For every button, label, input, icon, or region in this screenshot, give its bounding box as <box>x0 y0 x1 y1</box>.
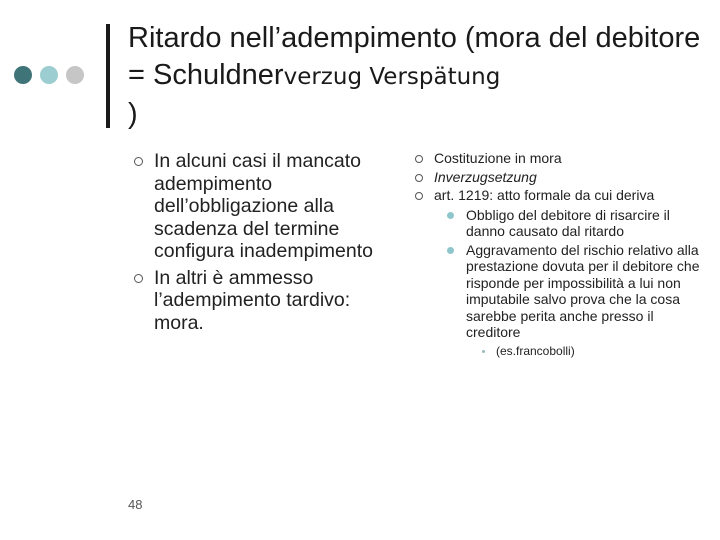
sub-bullet-text: Obbligo del debitore di risarcire il danno causato dal ritardo <box>466 206 670 239</box>
title-divider <box>106 24 110 128</box>
filled-dot-bullet-icon <box>447 247 454 254</box>
left-bullet-text: In altri è ammesso l’adempimento tardivo: mora. <box>154 266 351 334</box>
right-bullet <box>408 170 708 186</box>
title-alt: verzug Verspätung <box>283 64 501 90</box>
ring-bullet-icon <box>134 157 143 166</box>
left-bullet <box>128 150 388 263</box>
right-bullet <box>408 151 708 167</box>
filled-dot-bullet-icon <box>447 212 454 219</box>
dot-gray <box>66 66 84 84</box>
ring-bullet-icon <box>415 192 423 200</box>
title-main: Ritardo nell’adempimento (mora del debitore = Schuldner <box>128 22 701 91</box>
sub-bullet-item <box>466 207 708 240</box>
right-bullet <box>408 188 708 204</box>
slide-title <box>128 20 708 133</box>
left-column <box>128 150 388 334</box>
left-bullet <box>128 267 388 335</box>
subsub-bullet-item <box>496 344 708 358</box>
dot-teal <box>40 66 58 84</box>
right-bullet-text: Costituzione in mora <box>434 150 562 166</box>
left-bullet-text: In alcuni casi il mancato adempimento dell’obbligazione alla scadenza del termine configura inadempimento <box>154 150 373 262</box>
title-end: ) <box>128 98 138 130</box>
ring-bullet-icon <box>134 274 143 283</box>
page-number: 48 <box>128 497 143 512</box>
right-column <box>408 151 708 358</box>
ring-bullet-icon <box>415 174 423 182</box>
small-dot-bullet-icon <box>482 350 485 353</box>
subsub-bullet-text: (es.francobolli) <box>496 343 575 358</box>
sub-bullet-item <box>466 242 708 341</box>
right-bullet-text: art. 1219: atto formale da cui deriva <box>434 187 655 203</box>
dot-dark <box>14 66 32 84</box>
right-bullet-text: Inverzugsetzung <box>434 168 537 185</box>
sub-bullet-text: Aggravamento del rischio relativo alla prestazione dovuta per il debitore che risponde per impossibilità a lui non imputabile salvo prova che la cosa sarebbe perita anche presso il creditore <box>466 241 700 340</box>
ring-bullet-icon <box>415 155 423 163</box>
